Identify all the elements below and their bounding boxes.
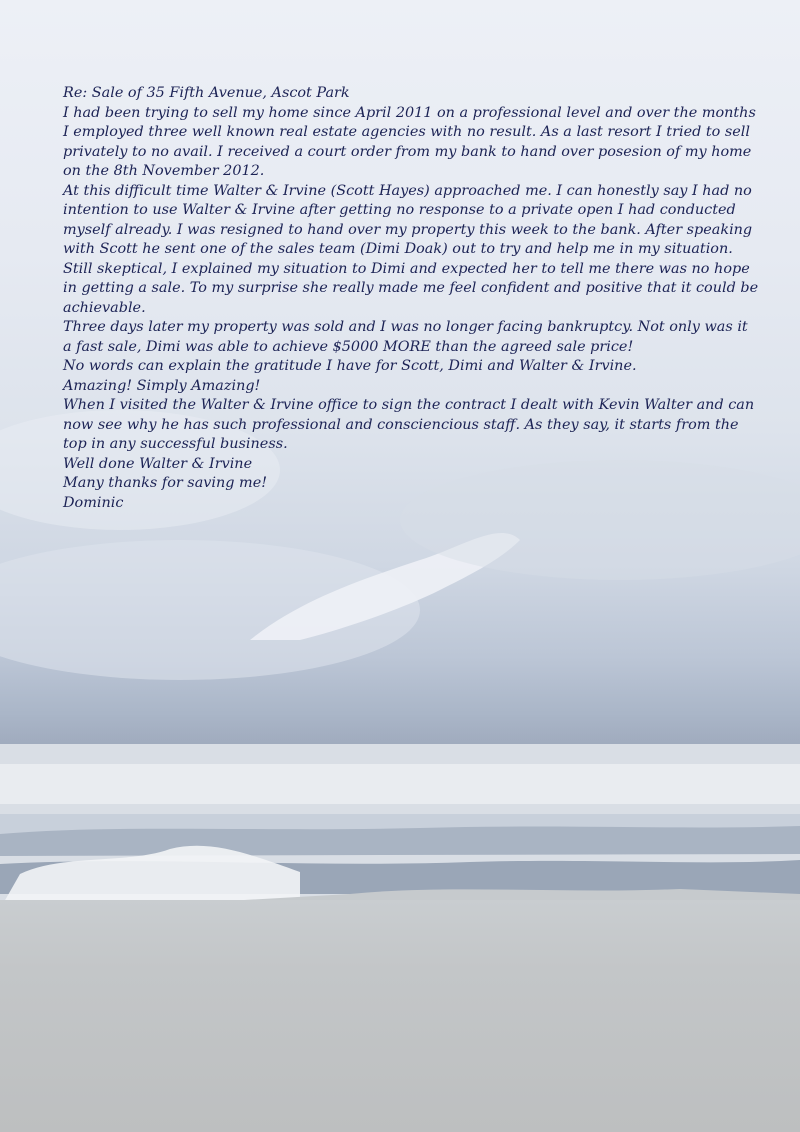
paragraph-2-line: in getting a sale. To my surprise she really made me feel confident and positive that it could be <box>63 280 759 296</box>
paragraph-2-line: At this difficult time Walter & Irvine (Scott Hayes) approached me. I can honestly say I had no <box>63 182 752 199</box>
letter-body <box>63 84 763 513</box>
letter-subject: Re: Sale of 35 Fifth Avenue, Ascot Park <box>63 85 350 101</box>
paragraph-5-line: top in any successful business. <box>63 436 288 452</box>
paragraph-6: Well done Walter & Irvine <box>63 455 253 472</box>
paragraph-4 <box>63 357 763 396</box>
paragraph-2 <box>63 182 763 319</box>
paragraph-2-line: myself already. I was resigned to hand over my property this week to the bank. After speaking <box>63 221 753 238</box>
paragraph-5-line: When I visited the Walter & Irvine office to sign the contract I dealt with Kevin Walter and can <box>63 397 755 413</box>
paragraph-5-line: now see why he has such professional and consciencious staff. As they say, it starts from the <box>63 416 739 433</box>
paragraph-2-line: with Scott he sent one of the sales team (Dimi Doak) out to try and help me in my situation. <box>63 241 733 257</box>
paragraph-2-line: Still skeptical, I explained my situation to Dimi and expected her to tell me there was no hope <box>63 260 750 277</box>
paragraph-7: Many thanks for saving me! <box>63 475 268 491</box>
signature: Dominic <box>63 494 124 511</box>
paragraph-4-line: Amazing! Simply Amazing! <box>63 377 261 394</box>
paragraph-1-line: on the 8th November 2012. <box>63 163 265 179</box>
paragraph-2-line: achievable. <box>63 299 146 316</box>
paragraph-1-line: I employed three well known real estate agencies with no result. As a last resort I tried to sell <box>63 124 750 140</box>
paragraph-3-line: a fast sale, Dimi was able to achieve $5000 MORE than the agreed sale price! <box>63 338 634 355</box>
paragraph-5 <box>63 396 763 455</box>
paragraph-1-line: I had been trying to sell my home since April 2011 on a professional level and over the months <box>63 104 756 121</box>
shore-area <box>0 900 800 1132</box>
paragraph-1-line: privately to no avail. I received a court order from my bank to hand over posesion of my home <box>63 143 752 160</box>
paragraph-2-line: intention to use Walter & Irvine after getting no response to a private open I had conducted <box>63 202 736 218</box>
paragraph-3 <box>63 318 763 357</box>
paragraph-3-line: Three days later my property was sold and I was no longer facing bankruptcy. Not only was it <box>63 319 748 335</box>
paragraph-4-line: No words can explain the gratitude I have for Scott, Dimi and Walter & Irvine. <box>63 358 637 374</box>
paragraph-1 <box>63 104 763 182</box>
